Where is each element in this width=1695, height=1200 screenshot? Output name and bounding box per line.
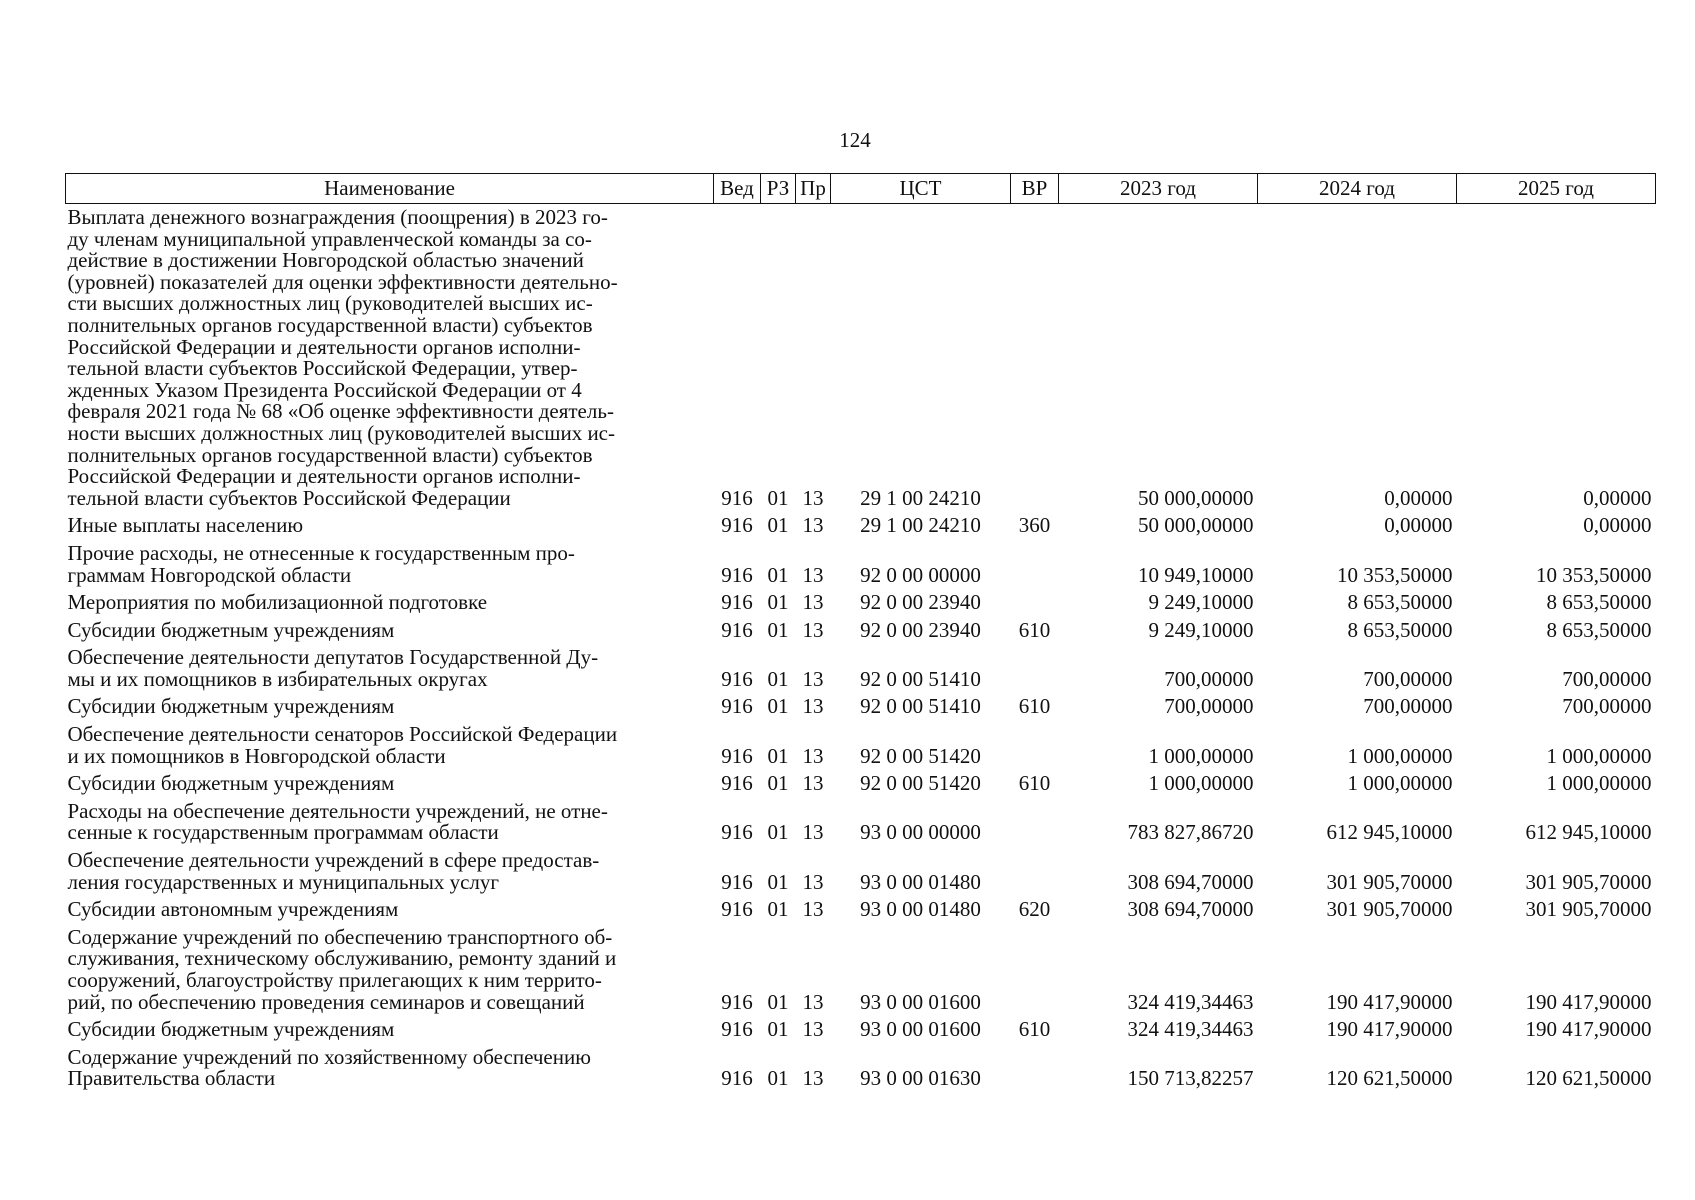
cell-vr — [1011, 924, 1059, 1016]
table-row — [66, 896, 1656, 924]
cell-pr: 13 — [802, 513, 824, 538]
table-row — [66, 798, 1656, 847]
cell-cst: 93 0 00 01600 — [860, 1017, 981, 1042]
cell-ved: 916 — [721, 485, 753, 510]
cell-pr: 13 — [802, 590, 824, 615]
table-row — [66, 617, 1656, 645]
budget-table — [65, 173, 1656, 1093]
cell-2023: 50 000,00000 — [1138, 513, 1254, 538]
cell-pr: 13 — [802, 989, 824, 1014]
cell-2023: 700,00000 — [1164, 694, 1254, 719]
cell-ved: 916 — [721, 869, 753, 894]
cell-rz: 01 — [767, 617, 789, 642]
cell-2023: 700,00000 — [1164, 666, 1254, 691]
cell-cst: 93 0 00 01630 — [860, 1066, 981, 1091]
name-line: граммам Новгородской области — [67, 562, 352, 587]
name-line: полнительных органов государственной власти) субъектов — [67, 312, 593, 337]
cell-ved: 916 — [721, 820, 753, 845]
cell-vr: 610 — [1018, 771, 1051, 796]
table-row — [66, 512, 1656, 540]
cell-rz: 01 — [767, 562, 789, 587]
name-line: февраля 2021 года № 68 «Об оценке эффективности деятель- — [67, 399, 614, 424]
table-row — [66, 644, 1656, 693]
cell-cst: 29 1 00 24210 — [860, 485, 981, 510]
cell-2023: 1 000,00000 — [1148, 743, 1254, 768]
cell-rz: 01 — [767, 666, 789, 691]
cell-ved: 916 — [721, 771, 753, 796]
cell-2023: 10 949,10000 — [1138, 562, 1254, 587]
cell-cst: 92 0 00 51410 — [860, 694, 981, 719]
cell-2025: 190 417,90000 — [1525, 1017, 1652, 1042]
cell-2024: 8 653,50000 — [1347, 590, 1453, 615]
cell-2024: 700,00000 — [1363, 694, 1453, 719]
cell-rz: 01 — [767, 743, 789, 768]
cell-cst: 92 0 00 51420 — [860, 771, 981, 796]
cell-2024: 10 353,50000 — [1337, 562, 1453, 587]
cell-vr — [1011, 1044, 1059, 1093]
name-line: Содержание учреждений по хозяйственному обеспечению — [67, 1044, 591, 1069]
cell-vr — [1011, 847, 1059, 896]
cell-pr: 13 — [802, 666, 824, 691]
header-rz: РЗ — [761, 174, 796, 204]
cell-pr: 13 — [802, 869, 824, 894]
cell-2024: 0,00000 — [1384, 485, 1453, 510]
name-line: Российской Федерации и деятельности органов исполни- — [67, 334, 581, 359]
cell-vr — [1011, 540, 1059, 589]
cell-2023: 324 419,34463 — [1127, 989, 1254, 1014]
cell-2023: 1 000,00000 — [1148, 771, 1254, 796]
cell-vr — [1011, 798, 1059, 847]
name-line: сенные к государственным программам области — [67, 820, 499, 845]
name-line: Обеспечение деятельности депутатов Государственной Ду- — [67, 645, 599, 670]
cell-2025: 612 945,10000 — [1525, 820, 1652, 845]
name-line: жденных Указом Президента Российской Федерации от 4 — [67, 377, 582, 402]
cell-2024: 190 417,90000 — [1326, 989, 1453, 1014]
cell-2023: 150 713,82257 — [1127, 1066, 1254, 1091]
header-name: Наименование — [66, 174, 714, 204]
cell-rz: 01 — [767, 1017, 789, 1042]
cell-2025: 301 905,70000 — [1525, 897, 1652, 922]
cell-ved: 916 — [721, 513, 753, 538]
table-row — [66, 540, 1656, 589]
cell-2024: 301 905,70000 — [1326, 869, 1453, 894]
cell-vr: 620 — [1018, 897, 1051, 922]
cell-ved: 916 — [721, 1066, 753, 1091]
cell-2025: 10 353,50000 — [1536, 562, 1652, 587]
header-ved: Вед — [714, 174, 761, 204]
name-line: Иные выплаты населению — [67, 513, 304, 538]
name-line: и их помощников в Новгородской области — [67, 743, 446, 768]
cell-vr — [1011, 589, 1059, 617]
cell-rz: 01 — [767, 485, 789, 510]
name-line: Правительства области — [67, 1066, 276, 1091]
table-row — [66, 1016, 1656, 1044]
cell-pr: 13 — [802, 820, 824, 845]
name-line: Выплата денежного вознаграждения (поощрения) в 2023 го- — [67, 205, 608, 229]
cell-name — [66, 896, 714, 924]
cell-2025: 8 653,50000 — [1546, 590, 1652, 615]
cell-name — [66, 770, 714, 798]
cell-pr: 13 — [802, 743, 824, 768]
cell-name — [66, 644, 714, 693]
name-line: Расходы на обеспечение деятельности учреждений, не отне- — [67, 798, 608, 823]
header-2024: 2024 год — [1258, 174, 1457, 204]
cell-vr — [1011, 204, 1059, 513]
table-row — [66, 1044, 1656, 1093]
cell-2024: 1 000,00000 — [1347, 743, 1453, 768]
cell-name — [66, 204, 714, 513]
header-cst: ЦСТ — [831, 174, 1011, 204]
cell-2023: 50 000,00000 — [1138, 485, 1254, 510]
cell-vr — [1011, 721, 1059, 770]
cell-2025: 8 653,50000 — [1546, 617, 1652, 642]
cell-pr: 13 — [802, 1066, 824, 1091]
cell-cst: 92 0 00 23940 — [860, 617, 981, 642]
header-2023: 2023 год — [1059, 174, 1258, 204]
cell-cst: 93 0 00 01480 — [860, 897, 981, 922]
cell-rz: 01 — [767, 771, 789, 796]
name-line: Субсидии бюджетным учреждениям — [67, 617, 395, 642]
cell-rz: 01 — [767, 989, 789, 1014]
name-line: сооружений, благоустройству прилегающих к ним террито- — [67, 968, 602, 992]
cell-name — [66, 847, 714, 896]
cell-pr: 13 — [802, 771, 824, 796]
cell-2023: 9 249,10000 — [1148, 617, 1254, 642]
cell-2023: 9 249,10000 — [1148, 590, 1254, 615]
cell-cst: 92 0 00 23940 — [860, 590, 981, 615]
cell-pr: 13 — [802, 485, 824, 510]
cell-2025: 0,00000 — [1583, 485, 1652, 510]
cell-name — [66, 589, 714, 617]
cell-2025: 700,00000 — [1562, 694, 1652, 719]
cell-name — [66, 693, 714, 721]
cell-rz: 01 — [767, 590, 789, 615]
cell-vr: 610 — [1018, 694, 1051, 719]
cell-2025: 0,00000 — [1583, 513, 1652, 538]
cell-vr: 360 — [1018, 513, 1051, 538]
cell-2024: 190 417,90000 — [1326, 1017, 1453, 1042]
cell-ved: 916 — [721, 562, 753, 587]
table-row — [66, 924, 1656, 1016]
name-line: Содержание учреждений по обеспечению транспортного об- — [67, 924, 613, 949]
cell-ved: 916 — [721, 897, 753, 922]
cell-cst: 92 0 00 00000 — [860, 562, 981, 587]
header-2025: 2025 год — [1457, 174, 1656, 204]
name-line: ности высших должностных лиц (руководителей высших ис- — [67, 420, 615, 445]
cell-pr: 13 — [802, 897, 824, 922]
cell-name — [66, 617, 714, 645]
name-line: Обеспечение деятельности сенаторов Российской Федерации — [67, 722, 618, 747]
cell-rz: 01 — [767, 897, 789, 922]
cell-ved: 916 — [721, 1017, 753, 1042]
cell-2025: 700,00000 — [1562, 666, 1652, 691]
cell-name — [66, 721, 714, 770]
cell-ved: 916 — [721, 617, 753, 642]
header-row — [66, 174, 1656, 204]
cell-pr: 13 — [802, 694, 824, 719]
page-number: 124 — [839, 128, 871, 152]
cell-name — [66, 1016, 714, 1044]
cell-name — [66, 512, 714, 540]
name-line: Прочие расходы, не отнесенные к государственным про- — [67, 540, 575, 565]
cell-ved: 916 — [721, 590, 753, 615]
cell-name — [66, 924, 714, 1016]
cell-2025: 1 000,00000 — [1546, 743, 1652, 768]
cell-ved: 916 — [721, 666, 753, 691]
cell-2025: 190 417,90000 — [1525, 989, 1652, 1014]
name-line: ду членам муниципальной управленческой команды за со- — [67, 226, 592, 251]
cell-cst: 93 0 00 01600 — [860, 989, 981, 1014]
cell-cst: 92 0 00 51420 — [860, 743, 981, 768]
cell-name — [66, 798, 714, 847]
table-row — [66, 847, 1656, 896]
name-line: мы и их помощников в избирательных округах — [67, 666, 488, 691]
cell-ved: 916 — [721, 989, 753, 1014]
name-line: полнительных органов государственной власти) субъектов — [67, 442, 593, 467]
cell-cst: 29 1 00 24210 — [860, 513, 981, 538]
cell-2024: 301 905,70000 — [1326, 897, 1453, 922]
cell-2024: 120 621,50000 — [1326, 1066, 1453, 1091]
cell-vr: 610 — [1018, 1017, 1051, 1042]
cell-cst: 92 0 00 51410 — [860, 666, 981, 691]
cell-cst: 93 0 00 00000 — [860, 820, 981, 845]
name-line: Субсидии автономным учреждениям — [67, 897, 399, 922]
cell-2024: 700,00000 — [1363, 666, 1453, 691]
name-line: Субсидии бюджетным учреждениям — [67, 1017, 395, 1042]
cell-2023: 308 694,70000 — [1127, 897, 1254, 922]
header-pr: Пр — [796, 174, 831, 204]
cell-2025: 1 000,00000 — [1546, 771, 1652, 796]
cell-vr — [1011, 644, 1059, 693]
cell-rz: 01 — [767, 869, 789, 894]
cell-pr: 13 — [802, 562, 824, 587]
cell-2024: 1 000,00000 — [1347, 771, 1453, 796]
table-row — [66, 693, 1656, 721]
name-line: тельной власти субъектов Российской Федерации, утвер- — [67, 356, 578, 381]
cell-name — [66, 1044, 714, 1093]
cell-2023: 324 419,34463 — [1127, 1017, 1254, 1042]
table-row — [66, 770, 1656, 798]
cell-pr: 13 — [802, 617, 824, 642]
cell-2023: 783 827,86720 — [1127, 820, 1254, 845]
name-line: Российской Федерации и деятельности органов исполни- — [67, 464, 581, 489]
cell-2024: 0,00000 — [1384, 513, 1453, 538]
name-line: служивания, техническому обслуживанию, ремонту зданий и — [67, 946, 617, 971]
table-row — [66, 721, 1656, 770]
cell-2025: 301 905,70000 — [1525, 869, 1652, 894]
cell-ved: 916 — [721, 694, 753, 719]
cell-rz: 01 — [767, 820, 789, 845]
table-header — [66, 174, 1656, 204]
name-line: Обеспечение деятельности учреждений в сфере предостав- — [67, 848, 600, 873]
name-line: действие в достижении Новгородской областью значений — [67, 248, 584, 273]
name-line: Мероприятия по мобилизационной подготовке — [67, 590, 488, 615]
cell-rz: 01 — [767, 513, 789, 538]
name-line: тельной власти субъектов Российской Федерации — [67, 485, 511, 510]
cell-2024: 612 945,10000 — [1326, 820, 1453, 845]
table-row — [66, 204, 1656, 513]
cell-name — [66, 540, 714, 589]
header-vr: ВР — [1011, 174, 1059, 204]
table-row — [66, 589, 1656, 617]
name-line: ления государственных и муниципальных услуг — [67, 869, 500, 894]
name-line: (уровней) показателей для оценки эффективности деятельно- — [67, 269, 618, 294]
cell-pr: 13 — [802, 1017, 824, 1042]
cell-vr: 610 — [1018, 617, 1051, 642]
cell-2023: 308 694,70000 — [1127, 869, 1254, 894]
table-body — [66, 204, 1656, 1093]
cell-ved: 916 — [721, 743, 753, 768]
name-line: сти высших должностных лиц (руководителей высших ис- — [67, 291, 593, 316]
cell-rz: 01 — [767, 694, 789, 719]
name-line: рий, по обеспечению проведения семинаров и совещаний — [67, 989, 585, 1014]
cell-cst: 93 0 00 01480 — [860, 869, 981, 894]
cell-2024: 8 653,50000 — [1347, 617, 1453, 642]
cell-2025: 120 621,50000 — [1525, 1066, 1652, 1091]
cell-rz: 01 — [767, 1066, 789, 1091]
name-line: Субсидии бюджетным учреждениям — [67, 694, 395, 719]
name-line: Субсидии бюджетным учреждениям — [67, 771, 395, 796]
